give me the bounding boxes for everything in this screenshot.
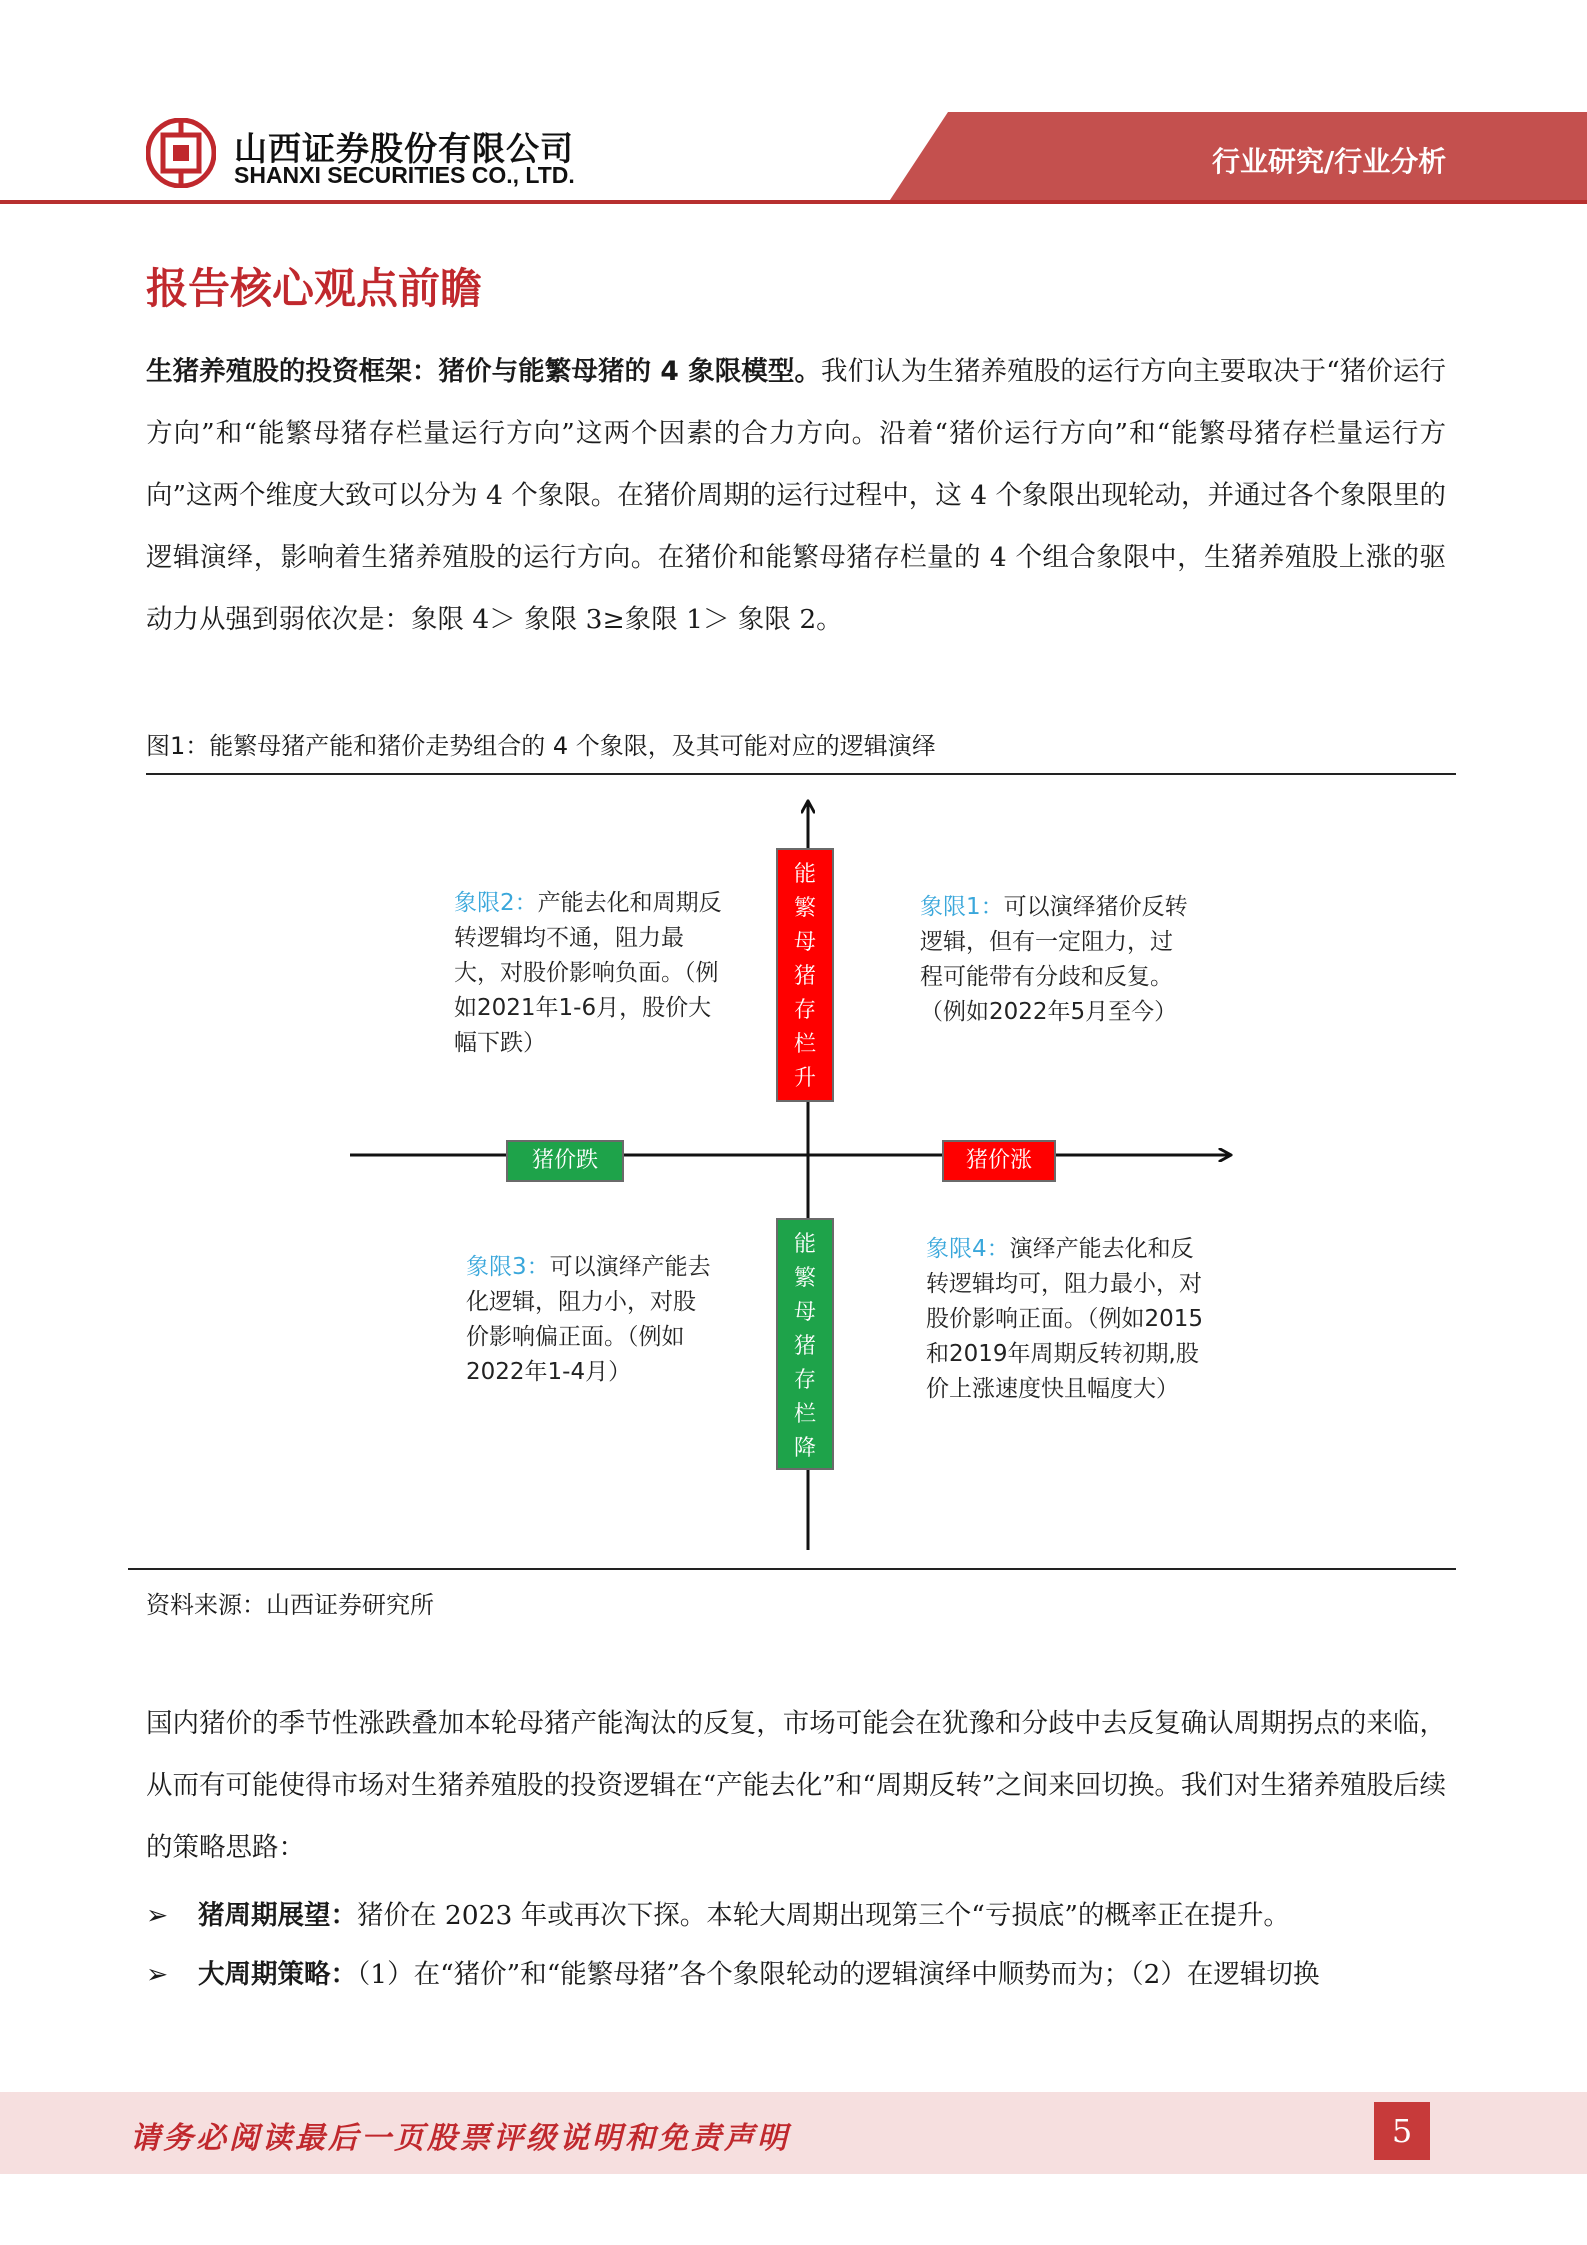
pig-price-down-box: 猪价跌 (506, 1140, 624, 1182)
header-divider (0, 200, 1587, 204)
quadrant-4-text: 象限4：演绎产能去化和反转逻辑均可，阻力最小，对股价影响正面。（例如2015和2019年周期反转初期,股价上涨速度快且幅度大） (926, 1236, 1204, 1402)
company-name-en: SHANXI SECURITIES CO., LTD. (234, 162, 575, 188)
sow-inventory-up-box: 能 繁 母 猪 存 栏 升 (776, 848, 834, 1102)
quadrant-3-text: 象限3：可以演绎产能去化逻辑，阻力小，对股价影响偏正面。（例如2022年1-4月） (466, 1254, 711, 1385)
quadrant-diagram (330, 790, 1260, 1560)
figure-bottom-rule (128, 1568, 1456, 1570)
bullet-cycle-strategy: ➢ 大周期策略：（1）在“猪价”和“能繁母猪”各个象限轮动的逻辑演绎中顺势而为；（2）在逻辑切换 (146, 1953, 1446, 1997)
figure-top-rule (146, 773, 1456, 775)
quadrant-1-text: 象限1：可以演绎猪价反转逻辑，但有一定阻力，过程可能带有分歧和反复。（例如2022年5月至今） (920, 894, 1188, 1025)
company-logo-icon (146, 118, 216, 188)
company-name-cn: 山西证券股份有限公司 (234, 129, 574, 168)
framework-paragraph (146, 341, 1446, 651)
sow-inventory-down-box: 能 繁 母 猪 存 栏 降 (776, 1218, 834, 1470)
figure-source: 资料来源：山西证券研究所 (146, 1591, 434, 1619)
disclaimer-text: 请务必阅读最后一页股票评级说明和免责声明 (130, 2121, 790, 2156)
framework-text: 我们认为生猪养殖股的运行方向主要取决于“猪价运行方向”和“能繁母猪存栏量运行方向”这两个因素的合力方向。沿着“猪价运行方向”和“能繁母猪存栏量运行方向”这两个维度大致可以分为 4 个象限。在猪价周期的运行过程中，这 4 个象限出现轮动，并通过各个象限里的逻辑演绎，影响着生猪养殖股的运行方向。在猪价和能繁母猪存栏量的 4 个组合象限中，生猪养殖股上涨的驱动力从强到弱依次是：象限 4＞ 象限 3≥象限 1＞ 象限 2。 (146, 356, 1446, 635)
section-title: 报告核心观点前瞻 (146, 264, 483, 313)
bullet-arrow-icon: ➢ (146, 1900, 169, 1931)
bullet-cycle-outlook: ➢ 猪周期展望：猪价在 2023 年或再次下探。本轮大周期出现第三个“亏损底”的概率正在提升。 (146, 1894, 1446, 1938)
framework-lead: 生猪养殖股的投资框架：猪价与能繁母猪的 4 象限模型。 (146, 356, 822, 387)
page-number: 5 (1374, 2102, 1430, 2160)
quadrant-2-text: 象限2：产能去化和周期反转逻辑均不通，阻力最大，对股价影响负面。（例如2021年1-6月，股价大幅下跌） (454, 890, 722, 1056)
pig-price-up-box: 猪价涨 (942, 1140, 1056, 1182)
bullet-arrow-icon: ➢ (146, 1959, 169, 1990)
figure-title: 图1：能繁母猪产能和猪价走势组合的 4 个象限，及其可能对应的逻辑演绎 (146, 732, 936, 760)
strategy-paragraph: 国内猪价的季节性涨跌叠加本轮母猪产能淘汰的反复，市场可能会在犹豫和分歧中去反复确认周期拐点的来临，从而有可能使得市场对生猪养殖股的投资逻辑在“产能去化”和“周期反转”之间来回切换。我们对生猪养殖股后续的策略思路： (146, 1708, 1446, 1863)
report-category: 行业研究/行业分析 (1212, 145, 1447, 178)
